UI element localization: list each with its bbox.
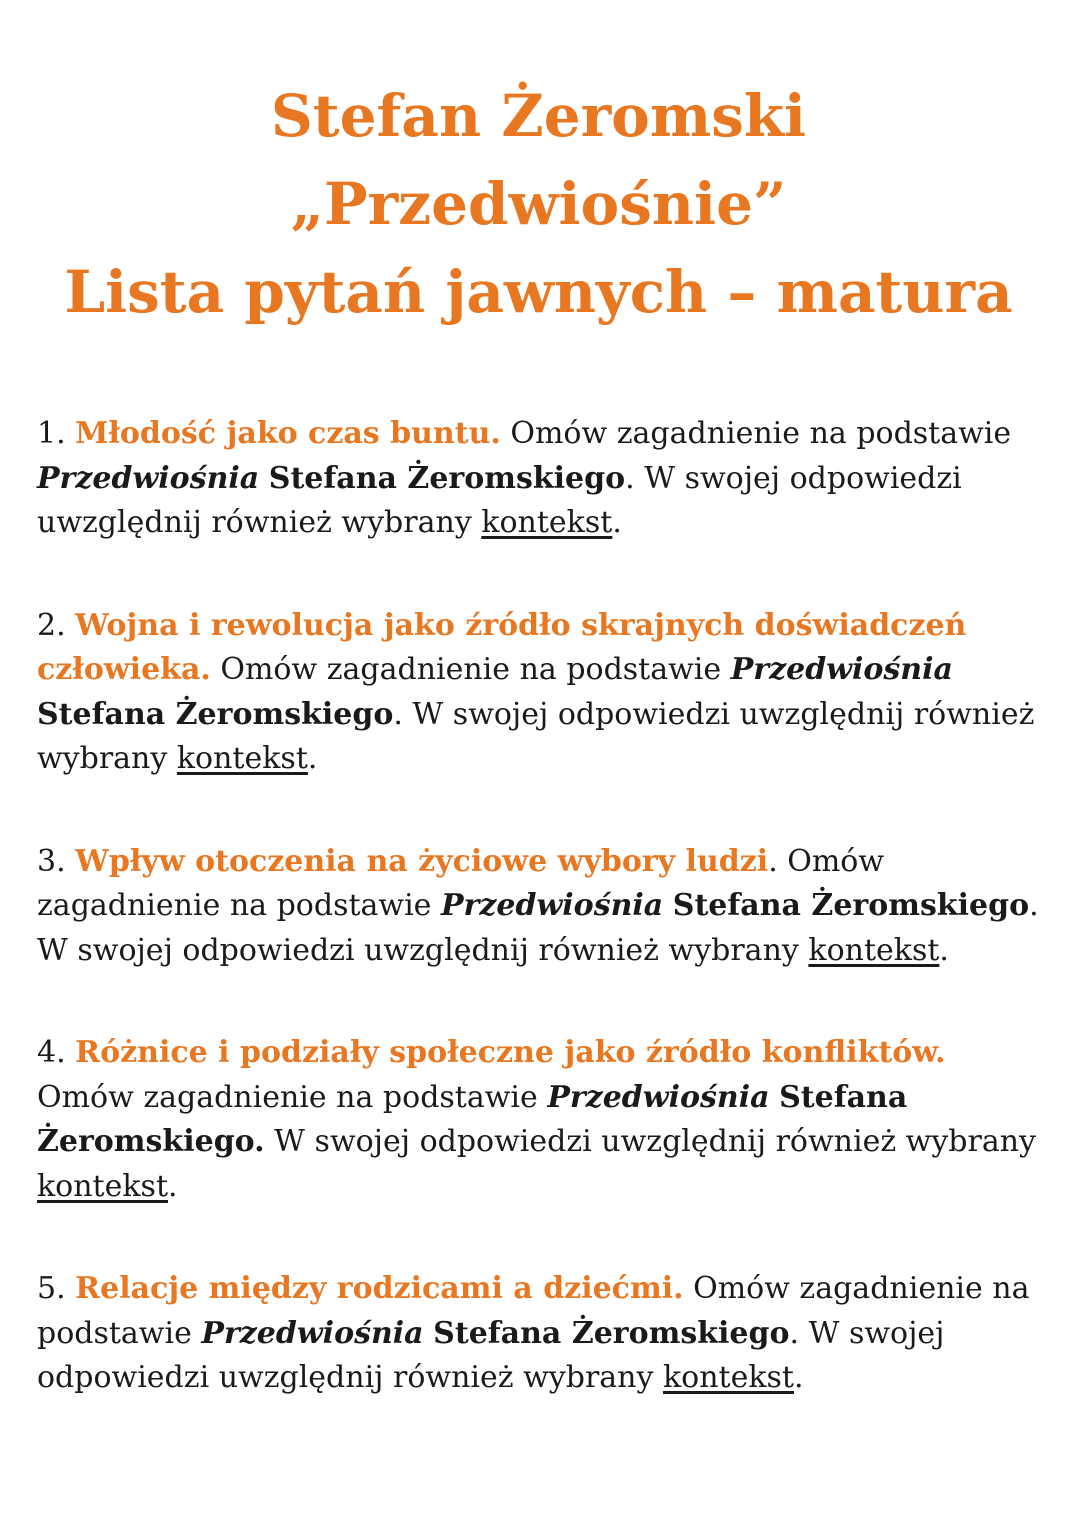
answer-instruction: W swojej odpowiedzi uwzględnij również wybrany <box>37 696 1035 776</box>
author-name: Stefana Żeromskiego <box>37 1079 908 1159</box>
title-author: Stefan Żeromski <box>270 82 807 150</box>
answer-instruction: W swojej odpowiedzi uwzględnij również wybrany <box>37 932 799 968</box>
author-name: Stefana Żeromskiego <box>672 888 1030 923</box>
question-instruction: Omów zagadnienie na podstawie <box>37 1271 1030 1351</box>
context-word: kontekst <box>662 1360 794 1395</box>
question-topic: Relacje między rodzicami a dziećmi. <box>75 1271 684 1306</box>
question-number: 1. <box>37 416 66 451</box>
question-topic: Różnice i podziały społeczne jako źródło konfliktów. <box>75 1035 946 1070</box>
question-instruction: Omów zagadnienie na podstawie <box>510 416 1012 451</box>
question-topic: Wojna i rewolucja jako źródło skrajnych doświadczeń człowieka. <box>37 607 967 687</box>
question-instruction: Omów zagadnienie na podstawie <box>37 843 885 923</box>
document-title <box>37 72 1040 336</box>
context-word: kontekst <box>176 741 308 776</box>
context-word: kontekst <box>37 1168 169 1204</box>
author-name: Stefana Żeromskiego <box>268 460 626 496</box>
question-4: 4. Różnice i podziały społeczne jako źródło konfliktów. Omów zagadnienie na podstawie Przedwiośnia Stefana Żeromskiego. W swojej odpowiedzi uwzględnij również wybrany kontekst. <box>37 1035 1037 1204</box>
question-number: 5. <box>37 1271 66 1306</box>
context-word: kontekst <box>808 932 940 968</box>
question-instruction: Omów zagadnienie na podstawie <box>37 1079 538 1115</box>
context-word: kontekst <box>481 505 613 540</box>
work-title: Przedwiośnia <box>37 460 260 496</box>
question-5: 5. Relacje między rodzicami a dziećmi. Omów zagadnienie na podstawie Przedwiośnia Stefana Żeromskiego. W swojej odpowiedzi uwzględnij również wybrany kontekst. <box>37 1271 1030 1395</box>
title-subtitle: Lista pytań jawnych – matura <box>64 258 1013 326</box>
answer-instruction: W swojej odpowiedzi uwzględnij również wybrany <box>37 460 962 540</box>
title-work: „Przedwiośnie” <box>290 170 787 238</box>
work-title: Przedwiośnia <box>547 1079 770 1115</box>
author-name: Stefana Żeromskiego <box>433 1315 790 1351</box>
question-number: 3. <box>37 843 66 879</box>
question-3: 3. Wpływ otoczenia na życiowe wybory ludzi. Omów zagadnienie na podstawie Przedwiośnia Stefana Żeromskiego. W swojej odpowiedzi uwzględnij również wybrany kontekst. <box>37 843 1039 968</box>
work-title: Przedwiośnia <box>201 1315 424 1351</box>
author-name: Stefana Żeromskiego <box>37 696 394 732</box>
question-1: 1. Młodość jako czas buntu. Omów zagadnienie na podstawie Przedwiośnia Stefana Żeromskiego. W swojej odpowiedzi uwzględnij również wybrany kontekst. <box>37 416 1012 540</box>
question-2: 2. Wojna i rewolucja jako źródło skrajnych doświadczeń człowieka. Omów zagadnienie na podstawie Przedwiośnia Stefana Żeromskiego. W swojej odpowiedzi uwzględnij również wybrany kontekst. <box>37 607 1035 776</box>
question-number: 2. <box>37 607 66 643</box>
question-topic: Młodość jako czas buntu. <box>75 416 501 451</box>
answer-instruction: W swojej odpowiedzi uwzględnij również wybrany <box>274 1124 1037 1159</box>
answer-instruction: W swojej odpowiedzi uwzględnij również wybrany <box>37 1315 945 1395</box>
question-instruction: Omów zagadnienie na podstawie <box>220 652 722 687</box>
question-number: 4. <box>37 1035 66 1070</box>
work-title: Przedwiośnia <box>441 888 664 923</box>
work-title: Przedwiośnia <box>730 652 953 687</box>
question-topic: Wpływ otoczenia na życiowe wybory ludzi <box>75 843 769 879</box>
